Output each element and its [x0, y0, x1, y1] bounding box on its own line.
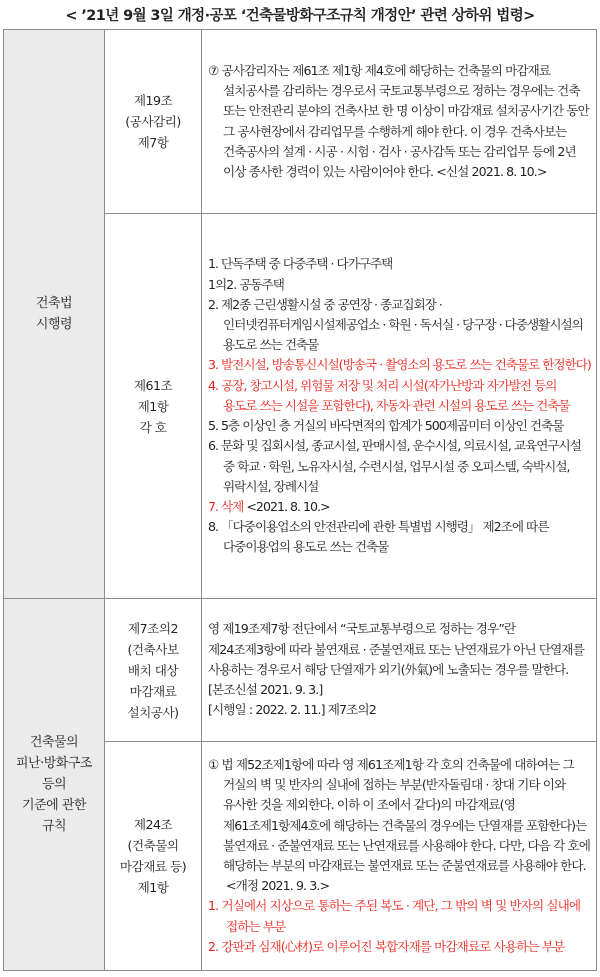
list-item: 8. 「다중이용업소의 안전관리에 관한 특별법 시행령」 제2조에 따른 다중이용업의 용도로 쓰는 건축물: [208, 519, 549, 555]
list-item: 2. 제2종 근린생활시설 중 공연장 · 종교집회장 · 인터넷컴퓨터게임시설제공업소 · 학원 · 독서실 · 당구장 · 다중생활시설의 용도로 쓰는 건축물: [208, 296, 583, 353]
list-item: 1. 단독주택 중 다중주택 · 다가구주택: [208, 256, 393, 272]
content-cell: [202, 214, 597, 599]
article-cell: 제24조 (건축물의 마감재료 등) 제1항: [105, 742, 202, 971]
paragraph: 영 제19조제7항 전단에서 “국토교통부령으로 정하는 경우”란 제24조제3항에 따라 불연재료 · 준불연재료 또는 난연재료가 아닌 단열재를 사용하는 경우로서 해당 단열재가 외기(外氣)에 노출되는 경우를 말한다.: [208, 621, 584, 677]
list-item: 4. 공장, 창고시설, 위험물 저장 및 처리 시설(자가난방과 자가발전 등의 용도로 쓰는 시설을 포함한다), 자동차 관련 시설의 용도로 쓰는 건축물: [208, 377, 570, 413]
law-table: [3, 29, 597, 971]
list-item: 3. 발전시설, 방송통신시설(방송국 · 촬영소의 용도로 쓰는 건축물로 한정한다): [208, 357, 591, 373]
paragraph: [시행일 : 2022. 2. 11.] 제7조의2: [208, 702, 376, 718]
table-row: [4, 599, 597, 742]
article-cell: 제61조 제1항 각 호: [105, 214, 202, 599]
list-item: 6. 문화 및 집회시설, 종교시설, 판매시설, 운수시설, 의료시설, 교육연구시설 중 학교 · 학원, 노유자시설, 수련시설, 업무시설 중 오피스텔, 숙박시설, 위락시설, 장례시설: [208, 438, 581, 494]
deleted-date: <2021. 8. 10.>: [246, 498, 330, 514]
paragraph: [본조신설 2021. 9. 3.]: [208, 682, 323, 698]
article-cell: 제19조 (공사감리) 제7항: [105, 30, 202, 214]
page-title: < ’21년 9월 3일 개정·공포 ‘건축물방화구조규칙 개정안’ 관련 상하위 법령>: [65, 8, 535, 24]
paragraph: <개정 2021. 9. 3.>: [226, 878, 330, 894]
law-name-cell: 건축법 시행령: [4, 30, 105, 599]
content-cell: [202, 742, 597, 971]
paragraph: ⑦ 공사감리자는 제61조 제1항 제4호에 해당하는 건축물의 마감재료 설치공사를 감리하는 경우로서 국토교통부령으로 정하는 경우에는 건축 또는 안전관리 분야의 건축사보 한 명 이상이 마감재료 설치공사기간 동안 그 공사현장에서 감리업무를 수행하게 해야 한다. 이 경우 건축사보는 건축공사의 설계 · 시공 · 시험 · 검사 · 공사감독 또는 감리업무 등에 2년 이상 종사한 경력이 있는 사람이어야 한다. <신설 2021. 8. 10.>: [208, 62, 589, 179]
list-item: 1. 거실에서 지상으로 통하는 주된 복도 · 계단, 그 밖의 벽 및 반자의 실내에 접하는 부분: [208, 898, 581, 934]
list-item: 2. 강판과 심재(心材)로 이루어진 복합자재를 마감재료로 사용하는 부분: [208, 938, 565, 954]
table-row: [4, 30, 597, 214]
list-item-deleted: [208, 497, 592, 517]
law-name-cell: 건축물의 피난·방화구조 등의 기준에 관한 규칙: [4, 599, 105, 971]
list-item: 5. 5층 이상인 층 거실의 바닥면적의 합계가 500제곱미터 이상인 건축물: [208, 418, 564, 434]
content-cell: [202, 30, 597, 214]
deleted-label: 7. 삭제: [208, 498, 244, 514]
list-item: 1의2. 공동주택: [208, 276, 284, 292]
article-cell: 제7조의2 (건축사보 배치 대상 마감재료 설치공사): [105, 599, 202, 742]
paragraph: ① 법 제52조제1항에 따라 영 제61조제1항 각 호의 건축물에 대하여는 그 거실의 벽 및 반자의 실내에 접하는 부분(반자돌림대 · 창대 기타 이와 유사한 것을 제외한다. 이하 이 조에서 같다)의 마감재료(영 제61조제1항제4호에 해당하는 건축물의 경우에는 단열재를 포함한다)는 불연재료 · 준불연재료 또는 난연재료를 사용해야 한다. 다만, 다음 각 호에 해당하는 부분의 마감재료는 불연재료 또는 준불연재료를 사용해야 한다.: [208, 756, 591, 873]
content-cell: [202, 599, 597, 742]
